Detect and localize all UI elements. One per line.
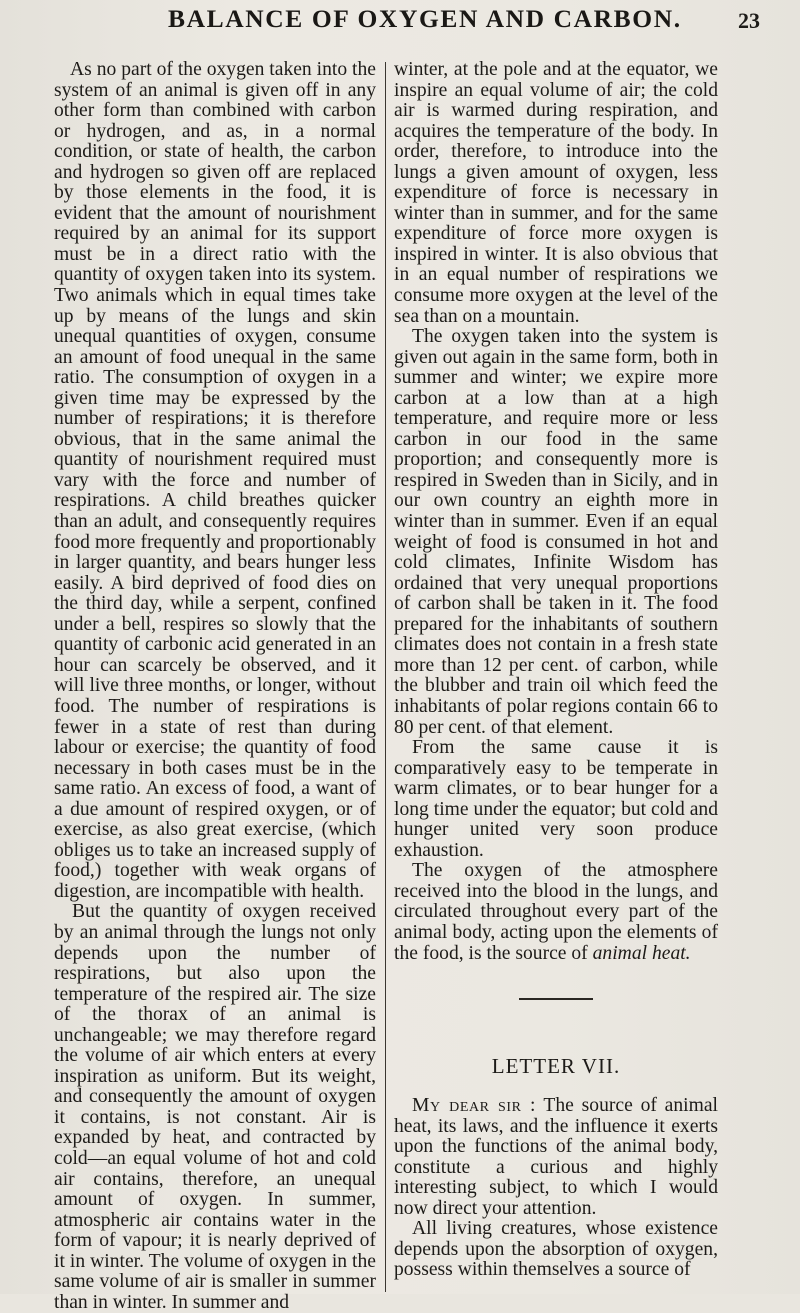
paragraph-text: The oxygen of the atmosphere received into the blood in the lungs, and circulated throughout every part of the animal body, acting upon the elements of the food, is the source of bbox=[394, 860, 718, 964]
right-column bbox=[394, 60, 718, 1281]
left-column bbox=[54, 60, 376, 1313]
letter-heading: LETTER VII. bbox=[491, 1053, 621, 1078]
page-number: 23 bbox=[738, 8, 760, 33]
column-divider bbox=[385, 62, 386, 1292]
paragraph bbox=[394, 1096, 718, 1219]
paragraph: All living creatures, whose existence depends upon the absorption of oxygen, possess within themselves a source of bbox=[394, 1218, 718, 1281]
paragraph: But the quantity of oxygen received by an animal through the lungs not only depends upon the number of respirations, but also upon the temperature of the respired air. The size of the thorax of an animal is unchangeable; we may therefore regard the volume of air which enters at every inspiration as uniform. But its weight, and consequently the amount of oxygen it contains, is not constant. Air is expanded by heat, and contracted by cold—an equal volume of hot and cold air contains, therefore, an unequal amount of oxygen. In summer, atmospheric air contains water in the form of vapour; it is nearly deprived of it in winter. The volume of oxygen in the same volume of air is smaller in summer than in winter. In summer and bbox=[54, 901, 376, 1313]
paragraph: The oxygen taken into the system is given out again in the same form, both in summer and winter; we expire more carbon at a low than at a high temperature, and require more or less carbon in our food in the same proportion; and consequently more is respired in Sweden than in Sicily, and in our own country an eighth more in winter than in summer. Even if an equal weight of food is consumed in hot and cold climates, Infinite Wisdom has ordained that very unequal proportions of carbon shall be taken in it. The food prepared for the inhabitants of southern climates does not contain in a fresh state more than 12 per cent. of carbon, while the blubber and train oil which feed the inhabitants of polar regions contain 66 to 80 per cent. of that element. bbox=[394, 326, 718, 738]
paragraph-text: The source of animal heat, its laws, and the influence it exerts upon the functions of the animal body, constitute a curious and highly interesting subject, to which I would now direct your attention. bbox=[394, 1095, 718, 1219]
paragraph-continued: winter, at the pole and at the equator, we inspire an equal volume of air; the cold air is warmed during respiration, and acquires the temperature of the body. In order, therefore, to introduce into the lungs a given amount of oxygen, less expenditure of force is necessary in winter than in summer, and for the same expenditure of force more oxygen is inspired in winter. It is also obvious that in an equal number of respirations we consume more oxygen at the level of the sea than on a mountain. bbox=[394, 59, 718, 327]
page-header bbox=[0, 4, 800, 44]
running-head: BALANCE OF OXYGEN AND CARBON. bbox=[168, 4, 682, 33]
salutation: My dear sir : bbox=[412, 1095, 536, 1117]
paragraph: As no part of the oxygen taken into the system of an animal is given off in any other form than combined with carbon or hydrogen, and as, in a normal condition, or state of health, the carbon and hydrogen so given off are replaced by those elements in the food, it is evident that the amount of nourishment required by an animal for its support must be in a direct ratio with the quantity of oxygen taken into its system. Two animals which in equal times take up by means of the lungs and skin unequal quantities of oxygen, consume an amount of food unequal in the same ratio. The consumption of oxygen in a given time may be expressed by the number of respirations; it is therefore obvious, that in the same animal the quantity of nourishment required must vary with the force and number of respirations. A child breathes quicker than an adult, and consequently requires food more frequently and proportionably in larger quantity, and bears hunger less easily. A bird deprived of food dies on the third day, while a serpent, confined under a bell, respires so slowly that the quantity of carbonic acid generated in an hour can scarcely be observed, and it will live three months, or longer, without food. The number of respirations is fewer in a state of rest than during labour or exercise; the quantity of food necessary in both cases must be in the same ratio. An excess of food, a want of a due amount of respired oxygen, or of exercise, as also great exercise, (which obliges us to take an increased supply of food,) together with weak organs of digestion, are incompatible with health. bbox=[54, 59, 376, 902]
section-rule bbox=[519, 998, 593, 1000]
paragraph bbox=[394, 861, 718, 964]
paragraph: From the same cause it is comparatively easy to be temperate in warm climates, or to bear hunger for a long time under the equator; but cold and hunger united very soon produce exhaustion. bbox=[394, 737, 718, 861]
emphasis-animal-heat: animal heat. bbox=[592, 942, 691, 964]
